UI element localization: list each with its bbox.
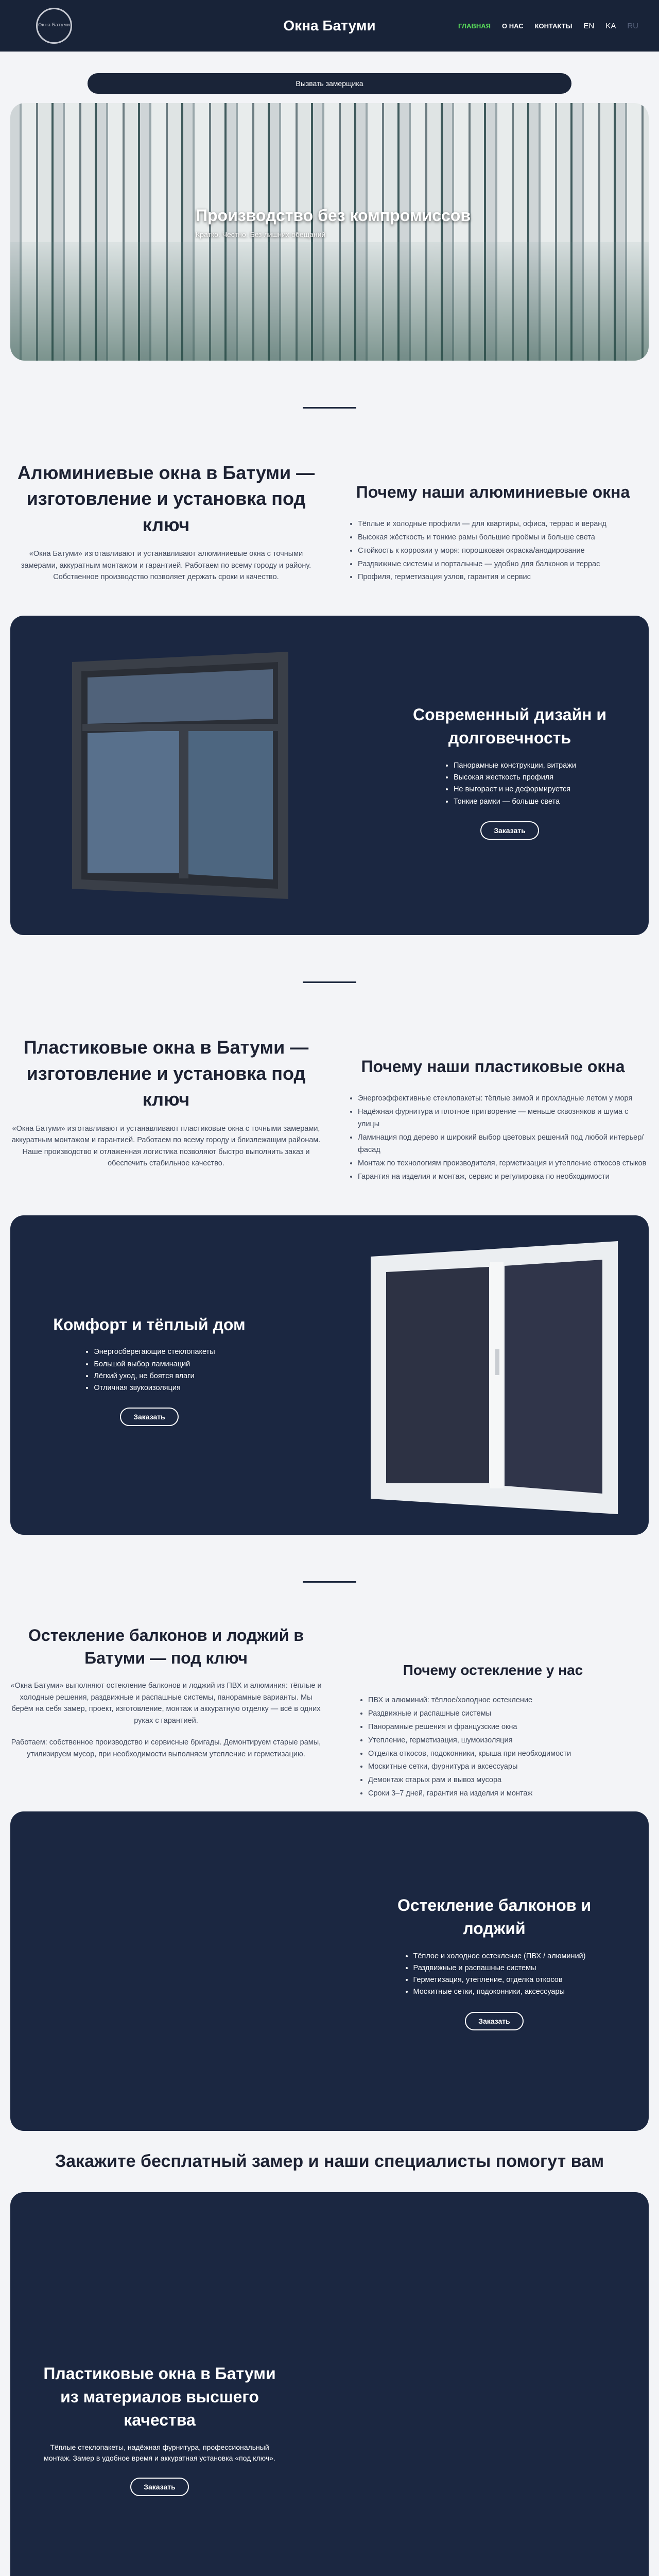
list-item: • Отделка откосов, подоконники, крыша при необходимости [368,1748,649,1760]
plastic-order-button[interactable]: Заказать [120,1408,179,1426]
hero-banner [10,103,649,361]
list-item: • Профиля, герметизация узлов, гарантия и сервис [358,571,649,584]
measure-heading: Закажите бесплатный замер и наши специалисты помогут вам [55,2151,604,2172]
balcony-why-list [337,1694,649,1800]
plastic-card-content [41,1313,257,1427]
list-item: • Раздвижные и распашные системы [368,1708,649,1720]
list-item: • Монтаж по технологиям производителя, герметизация и утепление откосов стыков [358,1158,649,1170]
list-item: • Сроки 3–7 дней, гарантия на изделия и монтаж [368,1788,649,1800]
list-item: • Лёгкий уход, не боятся влаги [94,1370,215,1382]
aluminium-order-button[interactable]: Заказать [480,821,539,840]
list-item: • Демонтаж старых рам и вывоз мусора [368,1774,649,1787]
list-item: • Герметизация, утепление, отделка откосов [413,1974,586,1986]
aluminium-why-list [337,518,649,584]
list-item: • Раздвижные системы и портальные — удобно для балконов и террас [358,558,649,571]
hero-title: Производство без компромиссов [196,206,471,225]
measure-card-content [36,2362,283,2496]
plastic-title: Пластиковые окна в Батуми — изготовление и установка под ключ [23,1037,309,1110]
list-item: • Не выгорает и не деформируется [454,784,576,795]
aluminium-card-content [402,703,618,839]
balcony-card-title: Остекление балконов и лоджий [397,1896,592,1938]
plastic-section [0,983,659,1184]
site-header [0,0,659,52]
logo-mark: Окна Батуми [36,8,72,44]
plastic-intro: «Окна Батуми» изготавливают и устанавливают пластиковые окна с точными замерами, аккуратным монтажом и гарантией. Работаем по всему городу и близлежащим районам. Наше производство и отлаженная логистика позволяют быстро выполнить заказ и обеспечить стабильное качество. [11,1124,321,1167]
hero-subtitle: Кратко. Честно. Без лишних обещаний [196,230,326,239]
balcony-section [0,1583,659,1802]
list-item: • Тонкие рамки — больше света [454,796,576,808]
plastic-window-image [350,1226,638,1524]
aluminium-title: Алюминиевые окна в Батуми — изготовление и установка под ключ [17,462,315,535]
measure-card-title: Пластиковые окна в Батуми из материалов высшего качества [43,2364,276,2429]
aluminium-section [0,409,659,585]
plastic-card-list [83,1346,215,1394]
nav-contacts[interactable]: КОНТАКТЫ [534,22,573,30]
plastic-why-title: Почему наши пластиковые окна [361,1057,625,1076]
list-item: • Отличная звукоизоляция [94,1382,215,1394]
nav-home[interactable]: ГЛАВНАЯ [458,22,491,30]
aluminium-why-title: Почему наши алюминиевые окна [356,483,630,501]
aluminium-intro: «Окна Батуми» изготавливают и устанавливают алюминиевые окна с точными замерами, аккуратным монтажом и гарантией. Работаем по всему городу и району. Собственное производство позволяет держать сроки и качество. [21,550,311,582]
main-nav [458,22,638,30]
balcony-title: Остекление балконов и лоджий в Батуми — под ключ [28,1625,304,1668]
aluminium-window-image [62,647,299,904]
list-item: • Панорамные конструкции, витражи [454,760,576,772]
balcony-order-button[interactable]: Заказать [465,2012,524,2030]
call-bar [0,52,659,103]
site-title: Окна Батуми [283,18,376,33]
balcony-card-content [371,1894,618,2030]
aluminium-card-list [443,760,576,808]
aluminium-card [10,616,649,935]
list-item: • Высокая жёсткость и тонкие рамы большие проёмы и больше света [358,532,649,544]
plastic-why-list [337,1093,649,1183]
measure-card [10,2192,649,2576]
list-item: • Тёплые и холодные профили — для квартиры, офиса, террас и веранд [358,518,649,531]
list-item: • Панорамные решения и французские окна [368,1721,649,1734]
call-measurer-button[interactable]: Вызвать замерщика [88,73,571,94]
lang-en[interactable]: EN [583,21,595,30]
list-item: • Гарантия на изделия и монтаж, сервис и регулировка по необходимости [358,1171,649,1183]
aluminium-card-title: Современный дизайн и долговечность [412,705,607,748]
list-item: • Ламинация под дерево и широкий выбор цветовых решений под любой интерьер/фасад [358,1132,649,1157]
plastic-card [10,1215,649,1535]
lang-ru[interactable]: RU [627,21,638,30]
balcony-card-list [403,1951,586,1998]
balcony-why-title: Почему остекление у нас [403,1662,583,1678]
plastic-card-title: Комфорт и тёплый дом [53,1315,246,1334]
lang-ka[interactable]: KA [605,21,616,30]
balcony-intro: «Окна Батуми» выполняют остекление балконов и лоджий из ПВХ и алюминия: тёплые и холодные решения, раздвижные и распашные системы, панорамные варианты. Мы берём на себя замер, проект, изготовление, монтаж и аккуратную отделку — всё в одних руках с гарантией. [10,1682,322,1725]
list-item: • Высокая жесткость профиля [454,772,576,784]
measure-card-text: Тёплые стеклопакеты, надёжная фурнитура, профессиональный монтаж. Замер в удобное время и аккуратная установка «под ключ». [44,2443,275,2463]
hero-text [196,206,471,239]
logo[interactable] [21,4,88,47]
list-item: • Утепление, герметизация, шумоизоляция [368,1735,649,1747]
list-item: • Большой выбор ламинаций [94,1359,215,1370]
list-item: • Надёжная фурнитура и плотное притворение — меньше сквозняков и шума с улицы [358,1106,649,1131]
list-item: • Стойкость к коррозии у моря: порошковая окраска/анодирование [358,545,649,557]
list-item: • Энергоэффективные стеклопакеты: тёплые зимой и прохладные летом у моря [358,1093,649,1105]
balcony-card [10,1811,649,2131]
list-item: • ПВХ и алюминий: тёплое/холодное остекление [368,1694,649,1707]
list-item: • Тёплое и холодное остекление (ПВХ / алюминий) [413,1951,586,1962]
nav-about[interactable]: О НАС [502,22,524,30]
list-item: • Раздвижные и распашные системы [413,1962,586,1974]
measure-order-button[interactable]: Заказать [130,2478,189,2496]
list-item: • Энергосберегающие стеклопакеты [94,1346,215,1358]
list-item: • Москитные сетки, подоконники, аксессуары [413,1986,586,1998]
list-item: • Москитные сетки, фурнитура и аксессуары [368,1761,649,1773]
balcony-intro-2: Работаем: собственное производство и сервисные бригады. Демонтируем старые рамы, утилизируем мусор, при необходимости выполняем утепление и герметизацию. [11,1738,321,1758]
